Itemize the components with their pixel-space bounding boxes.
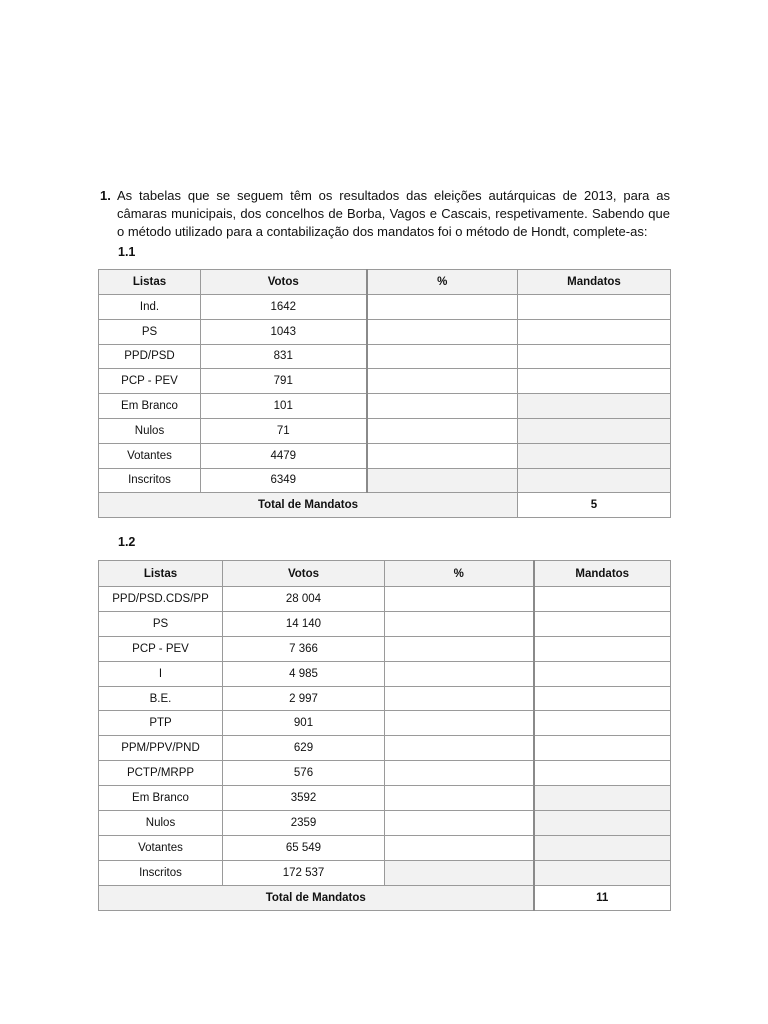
cell-mandatos[interactable]	[534, 736, 671, 761]
header-mandatos: Mandatos	[534, 561, 671, 587]
question-1	[100, 187, 670, 241]
total-row	[99, 493, 671, 518]
cell-percent[interactable]	[367, 418, 518, 443]
table-row	[99, 860, 671, 885]
table-row	[99, 811, 671, 836]
table-row	[99, 661, 671, 686]
cell-lista: Nulos	[99, 418, 201, 443]
cell-votos: 901	[223, 711, 385, 736]
cell-mandatos-shaded	[534, 811, 671, 836]
cell-percent[interactable]	[385, 611, 534, 636]
total-mandatos-value: 5	[518, 493, 671, 518]
table-row	[99, 686, 671, 711]
table-row	[99, 344, 671, 369]
cell-percent[interactable]	[367, 443, 518, 468]
cell-lista: Votantes	[99, 443, 201, 468]
cell-votos: 28 004	[223, 587, 385, 612]
cell-percent[interactable]	[385, 711, 534, 736]
cell-percent[interactable]	[367, 394, 518, 419]
cell-mandatos-shaded	[518, 468, 671, 493]
cell-votos: 2359	[223, 811, 385, 836]
table-row	[99, 369, 671, 394]
cell-lista: Inscritos	[99, 860, 223, 885]
table-row	[99, 636, 671, 661]
table-header-row	[99, 270, 671, 295]
table-header-row	[99, 561, 671, 587]
cell-votos: 71	[201, 418, 367, 443]
cell-votos: 3592	[223, 786, 385, 811]
results-table-1-2	[98, 560, 671, 911]
table-row	[99, 587, 671, 612]
cell-percent[interactable]	[385, 661, 534, 686]
cell-percent[interactable]	[367, 319, 518, 344]
cell-mandatos[interactable]	[518, 295, 671, 320]
cell-percent[interactable]	[367, 295, 518, 320]
table-row	[99, 835, 671, 860]
table-row	[99, 319, 671, 344]
total-mandatos-label: Total de Mandatos	[99, 885, 534, 910]
table-row	[99, 761, 671, 786]
table-row	[99, 443, 671, 468]
cell-lista: I	[99, 661, 223, 686]
cell-lista: PPD/PSD.CDS/PP	[99, 587, 223, 612]
cell-lista: Em Branco	[99, 394, 201, 419]
table-row	[99, 418, 671, 443]
table-row	[99, 468, 671, 493]
cell-votos: 1043	[201, 319, 367, 344]
cell-lista: B.E.	[99, 686, 223, 711]
cell-votos: 101	[201, 394, 367, 419]
cell-percent[interactable]	[385, 811, 534, 836]
cell-percent-shaded	[385, 860, 534, 885]
table-row	[99, 394, 671, 419]
cell-lista: PPM/PPV/PND	[99, 736, 223, 761]
subsection-1-2-label: 1.2	[118, 535, 136, 549]
cell-percent[interactable]	[385, 636, 534, 661]
cell-lista: Nulos	[99, 811, 223, 836]
cell-mandatos[interactable]	[534, 611, 671, 636]
cell-votos: 4479	[201, 443, 367, 468]
cell-percent[interactable]	[385, 736, 534, 761]
cell-mandatos[interactable]	[534, 587, 671, 612]
header-percent: %	[367, 270, 518, 295]
cell-mandatos[interactable]	[518, 319, 671, 344]
table-row	[99, 711, 671, 736]
cell-percent[interactable]	[385, 835, 534, 860]
total-row	[99, 885, 671, 910]
cell-percent[interactable]	[385, 686, 534, 711]
cell-lista: PS	[99, 319, 201, 344]
cell-mandatos[interactable]	[518, 369, 671, 394]
question-text: As tabelas que se seguem têm os resultados das eleições autárquicas de 2013, para as câmaras municipais, dos concelhos de Borba, Vagos e Cascais, respetivamente. Sabendo que o método utilizado para a contabilização dos mandatos foi o método de Hondt, complete-as:	[117, 188, 670, 239]
header-listas: Listas	[99, 561, 223, 587]
header-mandatos: Mandatos	[518, 270, 671, 295]
cell-lista: PS	[99, 611, 223, 636]
cell-mandatos-shaded	[518, 443, 671, 468]
cell-mandatos[interactable]	[534, 686, 671, 711]
subsection-1-1-label: 1.1	[118, 245, 136, 259]
cell-percent[interactable]	[385, 786, 534, 811]
cell-percent-shaded	[367, 468, 518, 493]
cell-mandatos[interactable]	[534, 761, 671, 786]
cell-mandatos-shaded	[518, 418, 671, 443]
cell-votos: 172 537	[223, 860, 385, 885]
cell-votos: 1642	[201, 295, 367, 320]
cell-mandatos-shaded	[534, 786, 671, 811]
cell-lista: PTP	[99, 711, 223, 736]
table-row	[99, 611, 671, 636]
cell-lista: PCTP/MRPP	[99, 761, 223, 786]
cell-percent[interactable]	[367, 369, 518, 394]
header-listas: Listas	[99, 270, 201, 295]
header-percent: %	[385, 561, 534, 587]
cell-mandatos[interactable]	[534, 661, 671, 686]
cell-votos: 6349	[201, 468, 367, 493]
total-mandatos-value: 11	[534, 885, 671, 910]
header-votos: Votos	[223, 561, 385, 587]
cell-lista: Votantes	[99, 835, 223, 860]
cell-lista: PPD/PSD	[99, 344, 201, 369]
cell-votos: 629	[223, 736, 385, 761]
cell-votos: 791	[201, 369, 367, 394]
cell-votos: 831	[201, 344, 367, 369]
cell-lista: Ind.	[99, 295, 201, 320]
cell-votos: 2 997	[223, 686, 385, 711]
table-row	[99, 786, 671, 811]
cell-votos: 14 140	[223, 611, 385, 636]
cell-mandatos[interactable]	[534, 711, 671, 736]
cell-percent[interactable]	[385, 761, 534, 786]
cell-mandatos[interactable]	[518, 344, 671, 369]
cell-lista: Inscritos	[99, 468, 201, 493]
table-row	[99, 295, 671, 320]
cell-mandatos[interactable]	[534, 636, 671, 661]
cell-lista: Em Branco	[99, 786, 223, 811]
table-row	[99, 736, 671, 761]
cell-mandatos-shaded	[534, 835, 671, 860]
cell-percent[interactable]	[367, 344, 518, 369]
question-number: 1.	[100, 188, 111, 203]
cell-lista: PCP - PEV	[99, 636, 223, 661]
cell-votos: 576	[223, 761, 385, 786]
total-mandatos-label: Total de Mandatos	[99, 493, 518, 518]
header-votos: Votos	[201, 270, 367, 295]
cell-mandatos-shaded	[518, 394, 671, 419]
cell-mandatos-shaded	[534, 860, 671, 885]
cell-lista: PCP - PEV	[99, 369, 201, 394]
cell-votos: 4 985	[223, 661, 385, 686]
cell-percent[interactable]	[385, 587, 534, 612]
cell-votos: 7 366	[223, 636, 385, 661]
results-table-1-1	[98, 269, 671, 518]
cell-votos: 65 549	[223, 835, 385, 860]
